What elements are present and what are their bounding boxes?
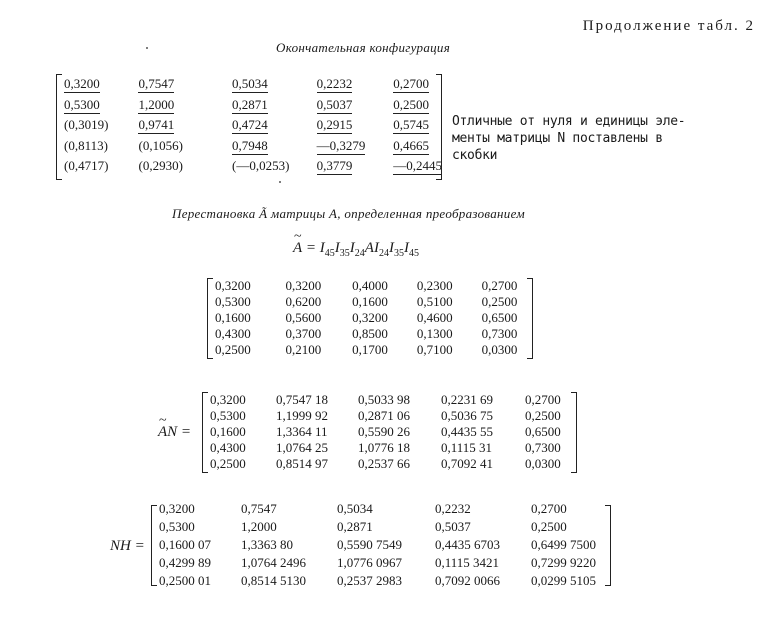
matrix-value: 0,2500 01 <box>159 573 211 588</box>
matrix-row <box>64 74 442 95</box>
matrix-value: 0,4435 6703 <box>435 537 500 552</box>
matrix-value: 0,0300 <box>481 342 518 357</box>
matrix-value: 0,2500 <box>215 342 251 357</box>
matrix-value: 0,3200 <box>210 392 246 407</box>
formula-term-base: I <box>349 240 355 256</box>
matrix-value: 0,2500 <box>531 519 567 534</box>
matrix-cell <box>138 156 232 177</box>
left-bracket <box>202 392 208 473</box>
matrix-cell <box>441 440 525 456</box>
matrix-value: 0,5033 98 <box>358 392 410 407</box>
matrix-cell <box>286 326 353 342</box>
matrix-value: 0,5100 <box>416 294 453 309</box>
formula-term-base: I <box>319 240 325 256</box>
matrix-cell <box>232 74 317 95</box>
matrix-value: 0,3200 <box>215 278 251 293</box>
matrix-row <box>159 572 611 590</box>
left-bracket <box>56 74 62 180</box>
matrix-cell <box>352 342 417 358</box>
matrix-value: 0,2500 <box>525 408 561 423</box>
matrix-value: 0,7100 <box>416 342 453 357</box>
matrix-value: 0,5590 26 <box>358 424 410 439</box>
formula-term-index: 35 <box>339 248 350 259</box>
left-bracket <box>207 278 213 359</box>
matrix-cell <box>241 500 337 518</box>
matrix-row <box>215 294 533 310</box>
matrix-value: 0,4299 89 <box>159 555 211 570</box>
print-speck <box>146 47 148 49</box>
matrix-value: 0,5300 <box>210 408 246 423</box>
matrix-value: 0,6500 <box>481 310 518 325</box>
matrix-cell <box>276 456 358 472</box>
matrix-cell <box>525 392 575 408</box>
matrix-value: 0,2100 <box>285 342 322 357</box>
right-bracket <box>571 392 577 473</box>
matrix-cell <box>417 310 482 326</box>
matrix-row <box>210 440 575 456</box>
matrix-cell <box>525 456 575 472</box>
matrix-cell <box>215 310 286 326</box>
matrix-row <box>64 136 442 157</box>
matrix-row <box>215 342 533 358</box>
matrix-cell <box>210 392 276 408</box>
matrix-value: 0,5034 <box>337 501 373 516</box>
matrix-cell <box>232 115 317 136</box>
matrix-value: 0,2232 <box>316 76 353 92</box>
matrix-cell <box>393 95 442 116</box>
right-bracket <box>436 74 442 180</box>
matrix-value: 0,2700 <box>481 278 518 293</box>
matrix-cell <box>441 392 525 408</box>
matrix-value: 0,2871 06 <box>358 408 410 423</box>
matrix-value: 0,7547 <box>241 501 277 516</box>
matrix-value: 0,5037 <box>316 96 353 112</box>
note-line-1: Отличные от нуля и единицы эле- <box>452 114 686 129</box>
matrix-value: 1,2000 <box>138 96 175 112</box>
matrix-cell <box>525 440 575 456</box>
matrix-cell <box>531 518 611 536</box>
matrix-cell <box>64 74 138 95</box>
matrix-row <box>159 554 611 572</box>
matrix-value: 0,5745 <box>393 117 429 133</box>
matrix-value: 1,0776 0967 <box>337 555 402 570</box>
matrix-value: 1,1999 92 <box>276 408 328 423</box>
matrix-cell <box>352 310 417 326</box>
matrix-value: 0,4435 55 <box>441 424 493 439</box>
matrix-cell <box>393 74 442 95</box>
matrix-value: 0,3700 <box>285 326 322 341</box>
matrix-cell <box>317 136 394 157</box>
matrix-value: 0,6200 <box>285 294 322 309</box>
matrix-final-table <box>64 74 442 177</box>
matrix-row <box>64 115 442 136</box>
matrix-an <box>202 392 577 473</box>
matrix-value: 0,5300 <box>64 96 100 112</box>
matrix-cell <box>441 408 525 424</box>
matrix-cell <box>317 74 394 95</box>
matrix-cell <box>417 294 482 310</box>
matrix-value: 0,2700 <box>531 501 567 516</box>
matrix-permuted-a <box>207 278 533 359</box>
matrix-value: 0,7547 <box>138 76 175 92</box>
matrix-value: 0,0299 5105 <box>531 573 596 588</box>
matrix-cell <box>352 294 417 310</box>
matrix-value: 0,8500 <box>352 326 388 341</box>
matrix-value: 0,4000 <box>352 278 388 293</box>
matrix-value: (0,1056) <box>138 137 183 153</box>
matrix-value: 0,1600 <box>215 310 251 325</box>
matrix-cell <box>525 424 575 440</box>
formula-term-index: 45 <box>408 248 419 259</box>
matrix-cell <box>64 115 138 136</box>
matrix-cell <box>159 500 241 518</box>
matrix-row <box>210 456 575 472</box>
matrix-value: 0,5300 <box>159 519 195 534</box>
matrix-value: 0,3200 <box>285 278 322 293</box>
matrix-value: (0,4717) <box>64 158 109 174</box>
note-line-3: скобки <box>452 148 498 163</box>
matrix-row <box>215 278 533 294</box>
matrix-cell <box>276 392 358 408</box>
matrix-perm-table <box>215 278 533 358</box>
matrix-cell <box>337 536 435 554</box>
matrix-value: 1,3363 80 <box>241 537 293 552</box>
label-an-text: ~ AN = <box>158 424 191 441</box>
formula-lhs: ~ A <box>293 240 302 257</box>
matrix-value: 0,8514 5130 <box>241 573 306 588</box>
matrix-cell <box>286 342 353 358</box>
right-bracket <box>605 505 611 586</box>
matrix-row <box>210 424 575 440</box>
matrix-cell <box>232 95 317 116</box>
matrix-value: 0,2915 <box>316 117 353 133</box>
matrix-cell <box>210 440 276 456</box>
matrix-cell <box>482 310 533 326</box>
matrix-cell <box>317 156 394 177</box>
matrix-cell <box>215 294 286 310</box>
matrix-cell <box>138 115 232 136</box>
matrix-value: 0,1115 3421 <box>435 555 500 570</box>
matrix-value: 0,5034 <box>232 76 268 92</box>
matrix-cell <box>241 518 337 536</box>
matrix-cell <box>358 456 441 472</box>
formula-term-index: 24 <box>354 248 365 259</box>
matrix-cell <box>352 326 417 342</box>
matrix-value: 0,3779 <box>316 158 353 174</box>
matrix-value: 0,2232 <box>435 501 471 516</box>
matrix-value: 0,2500 <box>210 456 246 471</box>
matrix-value: 0,7300 <box>525 440 561 455</box>
matrix-value: 0,1600 07 <box>159 537 211 552</box>
matrix-cell <box>482 278 533 294</box>
matrix-cell <box>64 136 138 157</box>
matrix-value: 0,1600 <box>352 294 388 309</box>
matrix-cell <box>358 392 441 408</box>
matrix-nh-body <box>159 500 611 590</box>
matrix-cell <box>286 278 353 294</box>
matrix-cell <box>276 424 358 440</box>
matrix-value: 0,2537 2983 <box>337 573 402 588</box>
matrix-value: 0,3200 <box>159 501 195 516</box>
matrix-value: 0,7092 41 <box>441 456 493 471</box>
matrix-cell <box>159 536 241 554</box>
matrix-value: 0,7299 9220 <box>531 555 596 570</box>
matrix-cell <box>138 74 232 95</box>
matrix-cell <box>241 572 337 590</box>
matrix-cell <box>417 342 482 358</box>
matrix-value: 1,0776 18 <box>358 440 410 455</box>
matrix-cell <box>276 440 358 456</box>
matrix-cell <box>531 572 611 590</box>
matrix-cell <box>138 95 232 116</box>
matrix-row <box>215 326 533 342</box>
matrix-cell <box>210 408 276 424</box>
label-an <box>158 424 191 441</box>
matrix-value: 0,1300 <box>416 326 453 341</box>
matrix-value: (—0,0253) <box>232 158 290 174</box>
matrix-value: 0,5036 75 <box>441 408 493 423</box>
matrix-row <box>159 500 611 518</box>
matrix-value: (0,2930) <box>138 158 183 174</box>
matrix-value: 0,7092 0066 <box>435 573 500 588</box>
matrix-value: (0,8113) <box>64 137 108 153</box>
matrix-row <box>159 536 611 554</box>
matrix-row <box>210 392 575 408</box>
matrix-value: 0,4300 <box>215 326 251 341</box>
label-nh: NH = <box>110 538 145 554</box>
matrix-value: 0,0300 <box>525 456 561 471</box>
note-text <box>452 113 685 164</box>
matrix-cell <box>435 572 531 590</box>
matrix-cell <box>352 278 417 294</box>
matrix-perm-body <box>215 278 533 358</box>
matrix-value: 0,8514 97 <box>276 456 328 471</box>
matrix-row <box>64 95 442 116</box>
matrix-cell <box>358 408 441 424</box>
matrix-value: 1,0764 25 <box>276 440 328 455</box>
matrix-cell <box>441 424 525 440</box>
matrix-value: 0,5037 <box>435 519 471 534</box>
matrix-value: 0,1700 <box>352 342 388 357</box>
formula-term-base: I <box>334 240 340 256</box>
note-line-2: менты матрицы N поставлены в <box>452 131 663 146</box>
formula-term-base: I <box>388 240 394 256</box>
matrix-cell <box>215 278 286 294</box>
matrix-row <box>64 156 442 177</box>
matrix-cell <box>531 500 611 518</box>
matrix-cell <box>482 342 533 358</box>
matrix-value: —0,2445 <box>393 158 442 174</box>
matrix-cell <box>393 136 442 157</box>
matrix-cell <box>393 156 442 177</box>
matrix-cell <box>286 310 353 326</box>
matrix-value: 0,3200 <box>352 310 388 325</box>
matrix-value: 0,1600 <box>210 424 246 439</box>
matrix-value: 0,7547 18 <box>276 392 328 407</box>
matrix-cell <box>241 536 337 554</box>
matrix-cell <box>482 326 533 342</box>
matrix-cell <box>337 500 435 518</box>
left-bracket <box>151 505 157 586</box>
matrix-cell <box>64 156 138 177</box>
matrix-cell <box>317 95 394 116</box>
matrix-value: 0,7300 <box>481 326 518 341</box>
matrix-cell <box>482 294 533 310</box>
matrix-value: 0,5590 7549 <box>337 537 402 552</box>
matrix-value: 0,2500 <box>481 294 518 309</box>
matrix-value: 0,4600 <box>416 310 453 325</box>
matrix-value: (0,3019) <box>64 117 109 133</box>
matrix-value: 0,2871 <box>337 519 373 534</box>
print-speck <box>279 181 281 183</box>
matrix-value: 0,2300 <box>416 278 453 293</box>
matrix-cell <box>435 554 531 572</box>
matrix-cell <box>531 554 611 572</box>
matrix-value: 0,4665 <box>393 137 429 153</box>
matrix-value: 1,0764 2496 <box>241 555 306 570</box>
matrix-row <box>210 408 575 424</box>
matrix-row <box>159 518 611 536</box>
matrix-row <box>215 310 533 326</box>
matrix-cell <box>286 294 353 310</box>
matrix-value: 0,3200 <box>64 76 100 92</box>
matrix-cell <box>215 342 286 358</box>
matrix-final-body <box>64 74 442 177</box>
caption-final-configuration: Окончательная конфигурация <box>276 40 451 55</box>
matrix-value: 0,2231 69 <box>441 392 493 407</box>
matrix-value: 0,4300 <box>210 440 246 455</box>
formula-term-index: 45 <box>324 248 335 259</box>
matrix-value: 0,5300 <box>215 294 251 309</box>
caption-permutation: Перестановка Ã матрицы A, определенная преобразованием <box>172 206 525 221</box>
matrix-cell <box>159 518 241 536</box>
formula-terms <box>319 240 419 259</box>
matrix-value: 0,2871 <box>232 96 268 112</box>
matrix-cell <box>358 440 441 456</box>
matrix-cell <box>525 408 575 424</box>
matrix-cell <box>276 408 358 424</box>
formula-term-index: 35 <box>393 248 404 259</box>
matrix-value: 0,7948 <box>232 137 268 153</box>
table-continuation-header: Продолжение табл. 2 <box>582 18 755 34</box>
matrix-value: 0,5600 <box>285 310 322 325</box>
matrix-cell <box>417 278 482 294</box>
matrix-cell <box>210 456 276 472</box>
matrix-value: 0,6500 <box>525 424 561 439</box>
formula-term-index: 24 <box>378 248 389 259</box>
formula-term-base: I <box>403 240 409 256</box>
matrix-cell <box>64 95 138 116</box>
matrix-cell <box>232 156 317 177</box>
matrix-nh <box>151 501 611 588</box>
matrix-cell <box>232 136 317 157</box>
matrix-cell <box>337 518 435 536</box>
matrix-cell <box>441 456 525 472</box>
matrix-value: 1,3364 11 <box>276 424 328 439</box>
matrix-cell <box>159 554 241 572</box>
right-bracket <box>527 278 533 359</box>
matrix-an-body <box>210 392 575 472</box>
matrix-cell <box>337 572 435 590</box>
matrix-value: 1,2000 <box>241 519 277 534</box>
permutation-formula <box>293 240 419 259</box>
matrix-cell <box>435 536 531 554</box>
matrix-cell <box>159 572 241 590</box>
matrix-cell <box>215 326 286 342</box>
formula-term-base: I <box>373 240 379 256</box>
matrix-value: 0,2700 <box>525 392 561 407</box>
matrix-cell <box>358 424 441 440</box>
formula-equals: = <box>302 240 320 256</box>
matrix-value: 0,2537 66 <box>358 456 410 471</box>
matrix-an-table <box>210 392 575 472</box>
matrix-value: 0,2500 <box>393 96 429 112</box>
matrix-value: 0,2700 <box>393 76 429 92</box>
matrix-cell <box>393 115 442 136</box>
matrix-value: —0,3279 <box>316 137 366 153</box>
matrix-value: 0,9741 <box>138 117 175 133</box>
matrix-cell <box>435 500 531 518</box>
formula-term-base: A <box>364 240 374 256</box>
matrix-cell <box>435 518 531 536</box>
matrix-value: 0,4724 <box>232 117 268 133</box>
matrix-cell <box>210 424 276 440</box>
matrix-cell <box>531 536 611 554</box>
matrix-cell <box>337 554 435 572</box>
matrix-cell <box>417 326 482 342</box>
matrix-cell <box>138 136 232 157</box>
matrix-nh-table <box>159 500 611 590</box>
matrix-value: 0,1115 31 <box>441 440 493 455</box>
matrix-value: 0,6499 7500 <box>531 537 596 552</box>
matrix-final-configuration <box>56 74 442 180</box>
matrix-cell <box>317 115 394 136</box>
matrix-cell <box>241 554 337 572</box>
